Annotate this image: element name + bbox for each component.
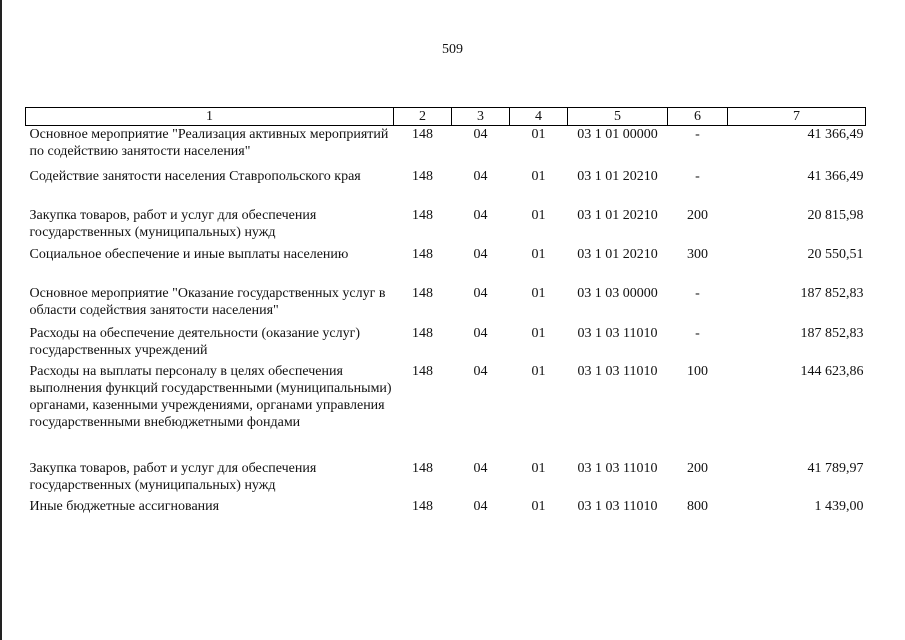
row-pr: 01 [531, 460, 546, 476]
row-sum: 20 815,98 [807, 207, 864, 223]
row-pr: 01 [531, 246, 546, 262]
row-pr: 01 [531, 127, 546, 142]
row-rz: 04 [473, 127, 488, 142]
row-kvr: 300 [687, 246, 708, 262]
row-kcsr: 03 1 03 11010 [577, 460, 658, 476]
row-name: Закупка товаров, работ и услуг для обеспечения государственных (муниципальных) нужд [29, 207, 317, 240]
row-kcsr: 03 1 03 11010 [577, 363, 658, 379]
row-pr: 01 [531, 498, 546, 514]
row-kcsr: 03 1 03 00000 [577, 285, 658, 301]
row-glava: 148 [412, 246, 433, 262]
row-sum: 41 366,49 [807, 127, 864, 142]
row-glava: 148 [412, 168, 433, 184]
row-kcsr: 03 1 01 20210 [577, 168, 658, 184]
row-glava: 148 [412, 325, 433, 341]
row-glava: 148 [412, 460, 433, 476]
row-pr: 01 [531, 207, 546, 223]
row-kvr: - [695, 127, 700, 142]
header-col-6: 6 [668, 108, 728, 126]
row-sum: 20 550,51 [807, 246, 864, 262]
row-name: Закупка товаров, работ и услуг для обеспечения государственных (муниципальных) нужд [29, 460, 317, 493]
row-pr: 01 [531, 325, 546, 341]
row-glava: 148 [412, 207, 433, 223]
header-col-3: 3 [452, 108, 510, 126]
row-rz: 04 [473, 246, 488, 262]
table-row [26, 164, 866, 207]
row-glava: 148 [412, 127, 433, 142]
row-sum: 144 623,86 [800, 363, 864, 379]
row-pr: 01 [531, 285, 546, 301]
row-glava: 148 [412, 498, 433, 514]
budget-table-container [25, 107, 865, 518]
row-name: Расходы на выплаты персоналу в целях обеспечения выполнения функций государственными (муниципальными) органами, казенными учреждениями, органами управления государственными внебюджетными фондами [29, 363, 392, 430]
row-pr: 01 [531, 363, 546, 379]
row-rz: 04 [473, 285, 488, 301]
header-col-1: 1 [26, 108, 394, 126]
table-row [26, 207, 866, 243]
table-row [26, 285, 866, 325]
row-sum: 1 439,00 [814, 498, 864, 514]
row-name: Основное мероприятие "Реализация активных мероприятий по содействию занятости населения" [29, 127, 389, 159]
row-kcsr: 03 1 03 11010 [577, 498, 658, 514]
row-kcsr: 03 1 01 20210 [577, 207, 658, 223]
table-body [26, 126, 866, 518]
row-sum: 41 789,97 [807, 460, 864, 476]
table-row [26, 243, 866, 285]
row-sum: 187 852,83 [800, 325, 864, 341]
header-col-7: 7 [728, 108, 866, 126]
row-kvr: - [695, 285, 700, 301]
row-kvr: 200 [687, 207, 708, 223]
row-kvr: 800 [687, 498, 708, 514]
row-kcsr: 03 1 01 20210 [577, 246, 658, 262]
row-kcsr: 03 1 01 00000 [577, 127, 658, 142]
row-kvr: 200 [687, 460, 708, 476]
row-kcsr: 03 1 03 11010 [577, 325, 658, 341]
row-glava: 148 [412, 285, 433, 301]
row-name: Социальное обеспечение и иные выплаты населению [29, 246, 349, 262]
table-row [26, 325, 866, 363]
row-name: Содействие занятости населения Ставропольского края [29, 168, 361, 184]
row-kvr: - [695, 325, 700, 341]
row-rz: 04 [473, 325, 488, 341]
row-rz: 04 [473, 460, 488, 476]
row-kvr: 100 [687, 363, 708, 379]
header-row [26, 108, 866, 126]
table-row [26, 460, 866, 498]
row-sum: 41 366,49 [807, 168, 864, 184]
row-kvr: - [695, 168, 700, 184]
page-number: 509 [442, 42, 463, 57]
row-rz: 04 [473, 207, 488, 223]
table-row [26, 363, 866, 460]
header-col-4: 4 [510, 108, 568, 126]
table-header [26, 108, 866, 126]
row-rz: 04 [473, 363, 488, 379]
row-name: Расходы на обеспечение деятельности (оказание услуг) государственных учреждений [29, 325, 361, 358]
row-sum: 187 852,83 [800, 285, 864, 301]
row-rz: 04 [473, 498, 488, 514]
table-row [26, 126, 866, 164]
table-row [26, 498, 866, 518]
header-col-2: 2 [394, 108, 452, 126]
row-name: Иные бюджетные ассигнования [29, 498, 220, 514]
row-glava: 148 [412, 363, 433, 379]
row-rz: 04 [473, 168, 488, 184]
row-pr: 01 [531, 168, 546, 184]
budget-table [25, 107, 866, 518]
header-col-5: 5 [568, 108, 668, 126]
page-left-edge [0, 0, 2, 640]
row-name: Основное мероприятие "Оказание государственных услуг в области содействия занятости населения" [29, 285, 386, 318]
